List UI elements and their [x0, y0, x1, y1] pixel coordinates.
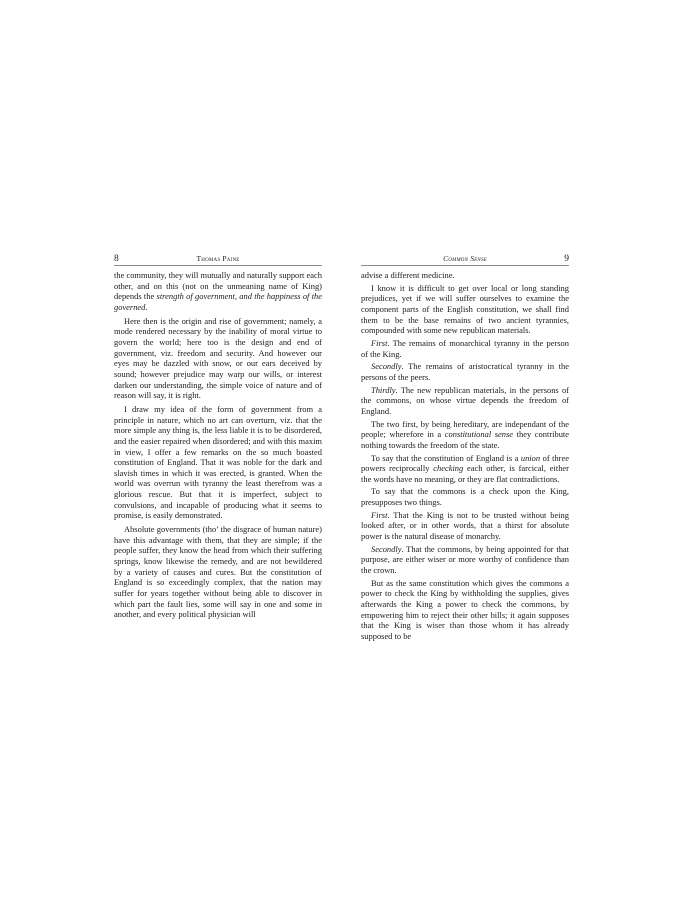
text-run: To say that the constitution of England is a — [371, 452, 521, 463]
right-page-body — [361, 270, 569, 642]
paragraph — [114, 524, 322, 620]
text-run: advise a different medicine. — [361, 270, 455, 280]
text-run: The two first, by being hereditary, are independant of the people; wherefore in a — [361, 418, 569, 440]
paragraph — [361, 283, 569, 336]
text-run: of three powers reciprocally — [361, 452, 569, 474]
text-run: . That the commons, by being appointed for that purpose, are either wiser or more worthy of confidence than the crown. — [361, 543, 569, 576]
text-run: Absolute governments (tho’ the disgrace of human nature) have this advantage with them, that they are simple; if the people suffer, they know the head from which their suffering springs, know likewise the remedy, and are not bewildered by a variety of causes and cures. But the constitution of England is so exceedingly complex, that the nation may suffer for years together without being able to discover in which part the fault lies, some will say in one and some in another, and every political physician will — [114, 524, 322, 620]
paragraph — [361, 270, 569, 281]
paragraph — [361, 486, 569, 507]
italic-text-run: Secondly — [371, 361, 402, 372]
paragraph — [361, 385, 569, 417]
paragraph — [114, 270, 322, 313]
right-page — [361, 253, 569, 642]
paragraph — [361, 419, 569, 451]
paragraph — [361, 510, 569, 542]
italic-text-run: union — [520, 452, 541, 463]
text-run: Here then is the origin and rise of government; namely, a mode rendered necessary by the inability of moral virtue to govern the world; here too is the design and end of government, viz. freedom and security. And however our eyes may be dazzled with snow, or our ears deceived by sound; however prejudice may warp our wills, or interest darken our understanding, the simple voice of nature and of reason will say, it is right. — [114, 315, 322, 401]
left-page-body — [114, 270, 322, 620]
text-run: the community, they will mutually and naturally support each other, and on this (not on the unmeaning name of King) depends the — [114, 270, 322, 302]
text-run: But as the same constitution which gives the commons a power to check the King by withholding the supplies, gives afterwards the King a power to check the commons, by empowering him to reject their other bills; it again supposes that the King is wiser than those whom it has already supposed to be — [361, 577, 569, 641]
left-page-number: 8 — [114, 254, 119, 264]
italic-text-run: checking — [433, 463, 464, 474]
italic-text-run: strength of government, and the happiness of the governed — [114, 291, 322, 312]
paragraph — [361, 453, 569, 485]
paragraph — [361, 578, 569, 642]
left-page-header — [114, 253, 322, 266]
right-page-number: 9 — [564, 254, 569, 264]
text-run: each other, is farcical, either the words have no meaning, or they are flat contradictions. — [361, 463, 569, 484]
paragraph — [114, 316, 322, 401]
text-run: . The remains of aristocratical tyranny in the persons of the peers. — [361, 361, 569, 382]
paragraph — [361, 338, 569, 359]
text-run: . — [145, 301, 148, 312]
paragraph — [361, 361, 569, 382]
italic-text-run: constitutional sense — [444, 429, 514, 440]
italic-text-run: Secondly — [371, 543, 402, 554]
text-run: they contribute nothing towards the freedom of the state. — [361, 429, 570, 450]
left-page — [114, 253, 322, 620]
text-run: I draw my idea of the form of government from a principle in nature, which no art can overturn, viz. that the more simple any thing is, the less liable it is to be disordered, and the easier repaired when disordered; and with this maxim in view, I offer a few remarks on the so much boasted constitution of England. That it was noble for the dark and slavish times in which it was erected, is granted. When the world was overrun with tyranny the least therefrom was a glorious rescue. But that it is imperfect, subject to convulsions, and incapable of producing what it seems to promise, is easily demonstrated. — [114, 403, 322, 521]
paragraph — [114, 404, 322, 521]
text-run: . That the King is not to be trusted without being looked after, or in other words, that a thirst for absolute power is the natural disease of monarchy. — [361, 509, 569, 542]
italic-text-run: First — [371, 509, 388, 520]
right-page-header — [361, 253, 569, 266]
paragraph — [361, 544, 569, 576]
italic-text-run: First — [371, 337, 388, 348]
right-running-head: Common Sense — [443, 254, 487, 263]
italic-text-run: Thirdly — [371, 384, 396, 395]
left-running-head: Thomas Paine — [196, 254, 240, 263]
text-run: . The remains of monarchical tyranny in the person of the King. — [361, 337, 569, 359]
text-run: . The new republican materials, in the persons of the commons, on whose virtue depends the freedom of England. — [361, 384, 569, 416]
text-run: I know it is difficult to get over local or long standing prejudices, yet if we will suffer ourselves to examine the component parts of the English constitution, we shall find them to be the base remains of two ancient tyrannies, compounded with some new republican materials. — [361, 282, 569, 336]
text-run: To say that the commons is a check upon the King, presupposes two things. — [361, 486, 569, 508]
